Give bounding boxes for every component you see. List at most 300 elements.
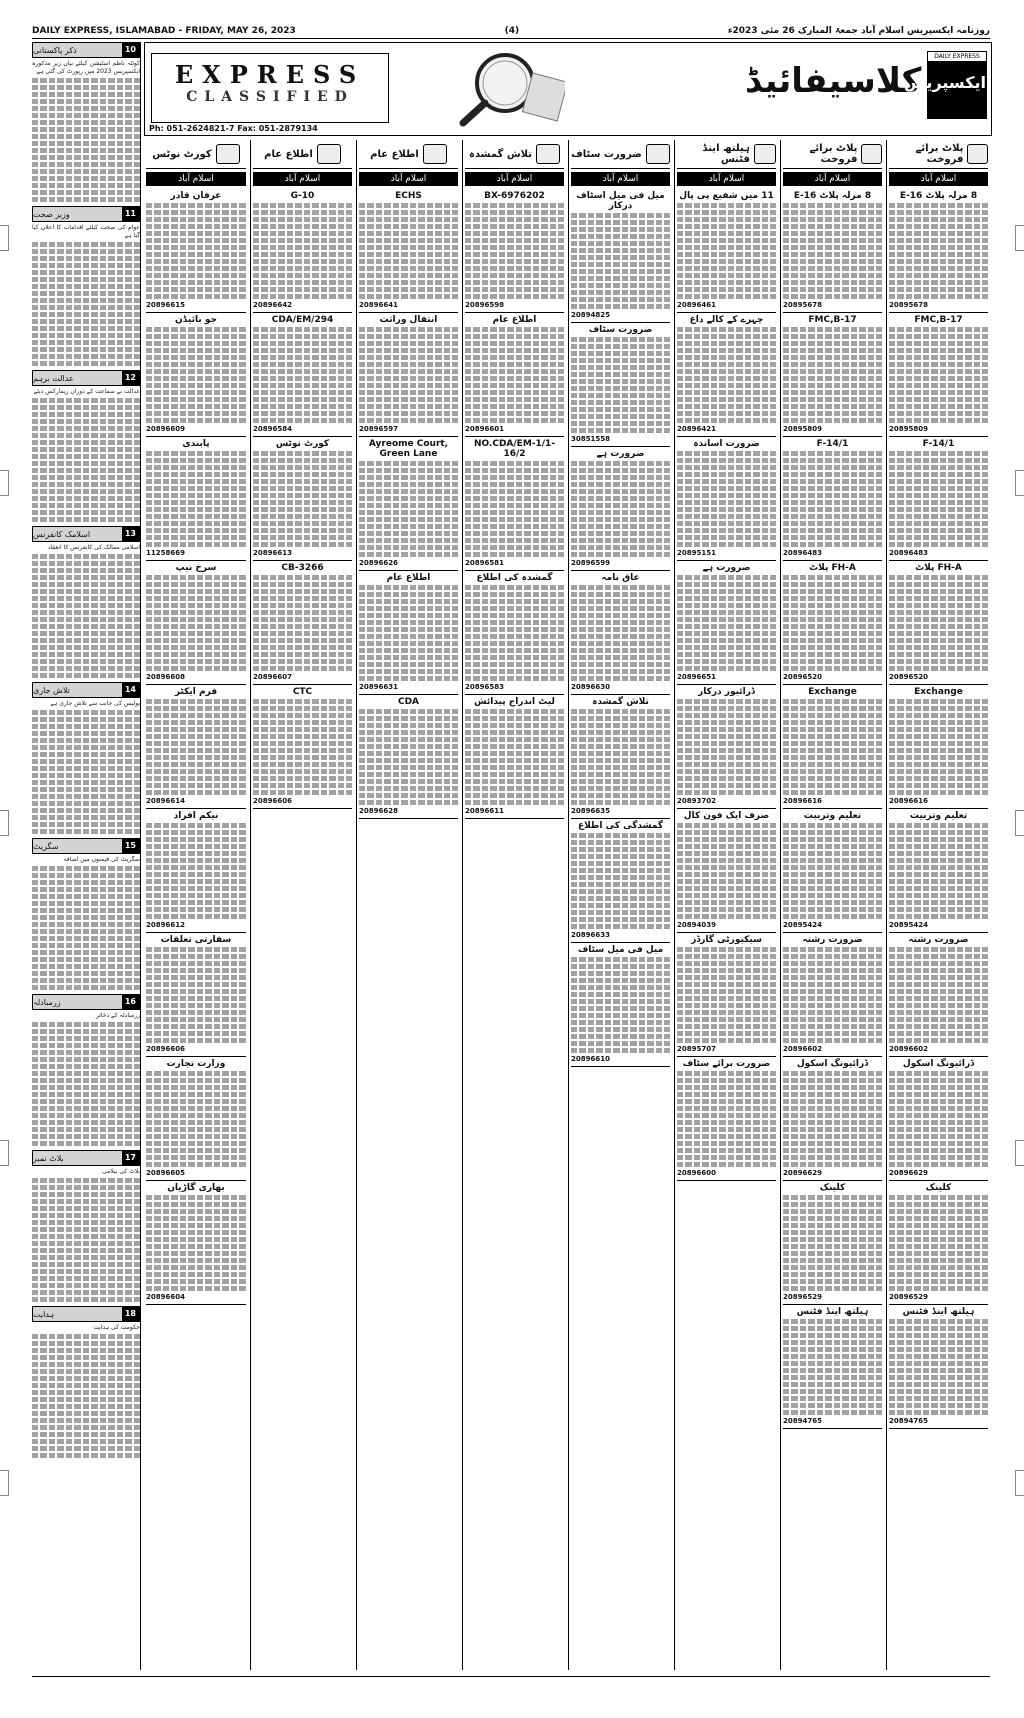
margin-mark — [1015, 1470, 1024, 1496]
text-line — [32, 1113, 140, 1118]
ad-number: 20896613 — [253, 549, 292, 557]
ad-heading: میل فی میل سٹاف — [577, 945, 664, 955]
text-line — [253, 596, 352, 601]
news-number: 10 — [122, 43, 139, 57]
text-line — [32, 134, 140, 139]
text-line — [359, 765, 458, 770]
text-line — [32, 475, 140, 480]
text-line — [359, 397, 458, 402]
text-line — [571, 255, 670, 260]
text-line — [571, 613, 670, 618]
text-line — [571, 641, 670, 646]
text-line — [889, 1410, 988, 1415]
text-line — [32, 773, 140, 778]
text-line — [465, 294, 564, 299]
text-line — [253, 521, 352, 526]
text-line — [677, 231, 776, 236]
text-line — [359, 355, 458, 360]
text-line — [783, 790, 882, 795]
text-line — [465, 231, 564, 236]
text-line — [253, 727, 352, 732]
ad-heading: کلینک — [925, 1183, 952, 1193]
text-line — [889, 830, 988, 835]
text-line — [465, 496, 564, 501]
text-line — [783, 1003, 882, 1008]
text-line — [32, 880, 140, 885]
text-line — [889, 886, 988, 891]
text-line — [783, 418, 882, 423]
text-line — [889, 575, 988, 580]
text-line — [889, 1333, 988, 1338]
text-line — [677, 907, 776, 912]
classified-banner — [144, 42, 992, 136]
news-title: سگریٹ — [33, 841, 59, 851]
text-line — [359, 737, 458, 742]
text-line — [146, 638, 246, 643]
ad-number: 20896599 — [571, 559, 610, 567]
text-line — [32, 1248, 140, 1253]
text-line — [465, 772, 564, 777]
text-line — [677, 493, 776, 498]
ad-body — [889, 823, 988, 919]
ad-heading: فرم ایکٹر — [174, 687, 218, 697]
text-line — [359, 510, 458, 515]
margin-mark — [0, 225, 9, 251]
text-line — [32, 717, 140, 722]
text-line — [677, 1134, 776, 1139]
ad-number: 20896641 — [359, 301, 398, 309]
text-line — [32, 148, 140, 153]
text-line — [889, 451, 988, 456]
ad-body — [146, 947, 246, 1043]
text-line — [783, 1258, 882, 1263]
classified-ad — [571, 571, 670, 695]
text-line — [146, 755, 246, 760]
ad-body — [253, 203, 352, 299]
text-line — [783, 458, 882, 463]
ad-body — [783, 203, 882, 299]
text-line — [677, 1024, 776, 1029]
text-line — [783, 961, 882, 966]
text-line — [32, 1220, 140, 1225]
text-line — [783, 1319, 882, 1324]
text-line — [146, 982, 246, 987]
text-line — [359, 327, 458, 332]
text-line — [32, 419, 140, 424]
text-line — [253, 341, 352, 346]
classified-ad — [359, 437, 458, 571]
text-line — [32, 1206, 140, 1211]
text-line — [677, 830, 776, 835]
ad-number: 20896601 — [465, 425, 504, 433]
news-number: 12 — [122, 371, 139, 385]
classified-ad — [359, 695, 458, 819]
text-line — [677, 603, 776, 608]
text-line — [32, 1383, 140, 1388]
text-line — [146, 893, 246, 898]
text-line — [359, 599, 458, 604]
text-line — [677, 631, 776, 636]
ad-heading: تعلیم وتربیت — [909, 811, 968, 821]
text-line — [677, 699, 776, 704]
text-line — [889, 748, 988, 753]
text-line — [783, 947, 882, 952]
text-line — [783, 1085, 882, 1090]
text-line — [783, 1382, 882, 1387]
text-line — [889, 720, 988, 725]
text-line — [32, 943, 140, 948]
text-line — [889, 1202, 988, 1207]
text-line — [783, 1375, 882, 1380]
text-line — [677, 790, 776, 795]
text-line — [677, 961, 776, 966]
text-line — [889, 1162, 988, 1167]
text-line — [32, 1241, 140, 1246]
text-line — [32, 361, 140, 366]
text-line — [783, 858, 882, 863]
text-line — [889, 961, 988, 966]
text-line — [146, 858, 246, 863]
text-line — [32, 887, 140, 892]
text-line — [571, 297, 670, 302]
text-line — [359, 758, 458, 763]
text-line — [783, 734, 882, 739]
ad-heading: F-14/1 — [816, 439, 849, 449]
category-icon — [861, 144, 882, 164]
text-line — [146, 1216, 246, 1221]
text-line — [889, 1134, 988, 1139]
text-line — [889, 603, 988, 608]
text-line — [889, 1354, 988, 1359]
text-line — [783, 1237, 882, 1242]
text-line — [146, 1106, 246, 1111]
text-line — [783, 982, 882, 987]
classified-ad — [146, 1057, 246, 1181]
ad-body — [783, 1195, 882, 1291]
text-line — [889, 1120, 988, 1125]
classified-ad — [146, 685, 246, 809]
text-line — [889, 769, 988, 774]
category-icon — [216, 144, 240, 164]
text-line — [677, 776, 776, 781]
ad-heading: میل فی میل اسٹاف درکار — [576, 191, 665, 211]
text-line — [783, 1092, 882, 1097]
text-line — [146, 1223, 246, 1228]
text-line — [146, 355, 246, 360]
ad-heading: پابندی — [182, 439, 210, 449]
text-line — [32, 312, 140, 317]
ad-heading: FMC,B-17 — [914, 315, 963, 325]
ad-number: 20895424 — [783, 921, 822, 929]
text-line — [783, 451, 882, 456]
text-line — [677, 479, 776, 484]
text-line — [889, 1347, 988, 1352]
text-line — [889, 617, 988, 622]
text-line — [359, 503, 458, 508]
column-category — [783, 140, 882, 169]
ad-number: 20896602 — [889, 1045, 928, 1053]
text-line — [32, 1227, 140, 1232]
text-line — [889, 1141, 988, 1146]
text-line — [889, 500, 988, 505]
text-line — [32, 1390, 140, 1395]
text-line — [359, 341, 458, 346]
text-line — [571, 545, 670, 550]
text-line — [253, 514, 352, 519]
ad-body — [677, 699, 776, 795]
text-line — [465, 327, 564, 332]
text-line — [571, 365, 670, 370]
text-line — [253, 486, 352, 491]
news-title: زرمبادلہ — [33, 997, 61, 1007]
text-line — [889, 1223, 988, 1228]
text-line — [889, 458, 988, 463]
text-line — [571, 283, 670, 288]
ad-heading: کورٹ نوٹس — [275, 439, 330, 449]
text-line — [146, 266, 246, 271]
text-line — [359, 369, 458, 374]
text-line — [783, 741, 882, 746]
text-line — [571, 213, 670, 218]
text-line — [571, 999, 670, 1004]
text-line — [359, 245, 458, 250]
text-line — [571, 978, 670, 983]
text-line — [677, 390, 776, 395]
text-line — [146, 1141, 246, 1146]
text-line — [146, 1209, 246, 1214]
text-line — [253, 645, 352, 650]
text-line — [146, 1024, 246, 1029]
ad-heading: سفارتی تعلقات — [160, 935, 232, 945]
text-line — [146, 458, 246, 463]
text-line — [677, 982, 776, 987]
ad-body — [677, 203, 776, 299]
ad-number: 20896626 — [359, 559, 398, 567]
text-line — [889, 535, 988, 540]
text-line — [783, 603, 882, 608]
ad-body — [571, 337, 670, 433]
ad-number: 20896607 — [253, 673, 292, 681]
text-line — [359, 709, 458, 714]
text-line — [889, 900, 988, 905]
text-line — [889, 238, 988, 243]
classified-ad — [253, 313, 352, 437]
news-item — [32, 1306, 140, 1458]
text-line — [783, 893, 882, 898]
text-line — [783, 404, 882, 409]
news-title: بلاٹ نمبر — [33, 1153, 64, 1163]
ad-heading: ضرورت رشتہ — [802, 935, 863, 945]
text-line — [253, 411, 352, 416]
text-line — [465, 716, 564, 721]
text-line — [465, 348, 564, 353]
ad-heading: چہرے کے کالے داغ — [689, 315, 764, 325]
classified-ad — [889, 809, 988, 933]
text-line — [677, 900, 776, 905]
text-line — [253, 638, 352, 643]
text-line — [465, 641, 564, 646]
text-line — [32, 617, 140, 622]
text-line — [32, 412, 140, 417]
text-line — [146, 1078, 246, 1083]
text-line — [359, 655, 458, 660]
text-line — [571, 676, 670, 681]
text-line — [783, 1251, 882, 1256]
text-line — [677, 369, 776, 374]
text-line — [253, 231, 352, 236]
classified-column — [674, 140, 778, 1670]
margin-mark — [0, 1140, 9, 1166]
category-label: ضرورت سٹاف — [571, 148, 642, 160]
text-line — [253, 493, 352, 498]
text-line — [32, 277, 140, 282]
ad-heading: ضرورت اساتذہ — [693, 439, 760, 449]
text-line — [146, 1162, 246, 1167]
text-line — [465, 418, 564, 423]
text-line — [783, 1410, 882, 1415]
classified-ad — [783, 561, 882, 685]
text-line — [359, 418, 458, 423]
ad-body — [783, 327, 882, 423]
column-category — [253, 140, 352, 169]
ad-number: 20896604 — [146, 1293, 185, 1301]
text-line — [677, 1141, 776, 1146]
text-line — [146, 762, 246, 767]
text-line — [465, 552, 564, 557]
text-line — [465, 252, 564, 257]
text-line — [32, 575, 140, 580]
text-line — [677, 259, 776, 264]
category-label: کورٹ نوٹس — [152, 148, 212, 160]
text-line — [32, 319, 140, 324]
text-line — [889, 947, 988, 952]
text-line — [677, 507, 776, 512]
text-line — [465, 620, 564, 625]
text-line — [783, 294, 882, 299]
news-body: پولیس کی جانب سے تلاش جاری ہے — [50, 700, 140, 707]
text-line — [783, 231, 882, 236]
text-line — [783, 514, 882, 519]
text-line — [359, 489, 458, 494]
text-line — [889, 390, 988, 395]
text-line — [783, 1099, 882, 1104]
classified-ad — [253, 561, 352, 685]
text-line — [359, 592, 458, 597]
text-line — [32, 440, 140, 445]
ad-heading: Exchange — [914, 687, 963, 697]
ad-heading: ہیلتھ اینڈ فٹنس — [796, 1307, 869, 1317]
text-line — [32, 92, 140, 97]
text-line — [677, 1071, 776, 1076]
text-line — [146, 1265, 246, 1270]
text-line — [359, 669, 458, 674]
text-line — [253, 603, 352, 608]
text-line — [889, 376, 988, 381]
text-line — [889, 844, 988, 849]
text-line — [571, 833, 670, 838]
ad-body — [571, 585, 670, 681]
text-line — [889, 341, 988, 346]
text-line — [146, 886, 246, 891]
text-line — [146, 720, 246, 725]
text-line — [146, 727, 246, 732]
ad-body — [146, 699, 246, 795]
news-heading — [32, 42, 140, 58]
text-line — [32, 1290, 140, 1295]
text-line — [783, 1244, 882, 1249]
text-line — [32, 915, 140, 920]
text-line — [32, 1425, 140, 1430]
text-line — [32, 1092, 140, 1097]
text-line — [677, 1120, 776, 1125]
ad-heading: تلاش گمشدہ — [592, 697, 649, 707]
text-line — [889, 418, 988, 423]
text-line — [465, 606, 564, 611]
text-line — [783, 259, 882, 264]
text-line — [465, 210, 564, 215]
classified-ad — [783, 933, 882, 1057]
text-line — [32, 127, 140, 132]
ad-body — [677, 451, 776, 547]
text-line — [677, 397, 776, 402]
text-line — [32, 176, 140, 181]
text-line — [889, 968, 988, 973]
text-line — [359, 786, 458, 791]
text-line — [146, 1148, 246, 1153]
ad-body — [465, 203, 564, 299]
text-line — [889, 1375, 988, 1380]
text-line — [571, 1020, 670, 1025]
text-line — [889, 210, 988, 215]
text-line — [889, 1237, 988, 1242]
text-line — [32, 1432, 140, 1437]
ad-body — [146, 823, 246, 919]
text-line — [889, 666, 988, 671]
text-line — [32, 908, 140, 913]
text-line — [146, 341, 246, 346]
text-line — [783, 1265, 882, 1270]
text-line — [783, 914, 882, 919]
text-line — [677, 210, 776, 215]
text-line — [465, 786, 564, 791]
text-line — [571, 662, 670, 667]
ad-body — [571, 213, 670, 309]
text-line — [571, 585, 670, 590]
text-line — [32, 85, 140, 90]
text-line — [359, 730, 458, 735]
text-line — [889, 582, 988, 587]
ad-heading: ڈرائیور درکار — [698, 687, 755, 697]
text-line — [783, 659, 882, 664]
text-line — [32, 978, 140, 983]
classified-ad — [889, 437, 988, 561]
text-line — [571, 910, 670, 915]
news-body: سگریٹ کی قیمتوں میں اضافہ — [63, 856, 140, 863]
news-heading — [32, 682, 140, 698]
text-line — [783, 341, 882, 346]
text-line — [677, 783, 776, 788]
text-line — [253, 287, 352, 292]
ad-body — [783, 823, 882, 919]
text-line — [783, 500, 882, 505]
news-body: بلاٹ کی نیلامی — [102, 1168, 140, 1175]
text-line — [889, 1389, 988, 1394]
text-line — [253, 362, 352, 367]
text-line — [253, 348, 352, 353]
classified-ad — [571, 323, 670, 447]
ad-body — [783, 451, 882, 547]
text-line — [571, 627, 670, 632]
